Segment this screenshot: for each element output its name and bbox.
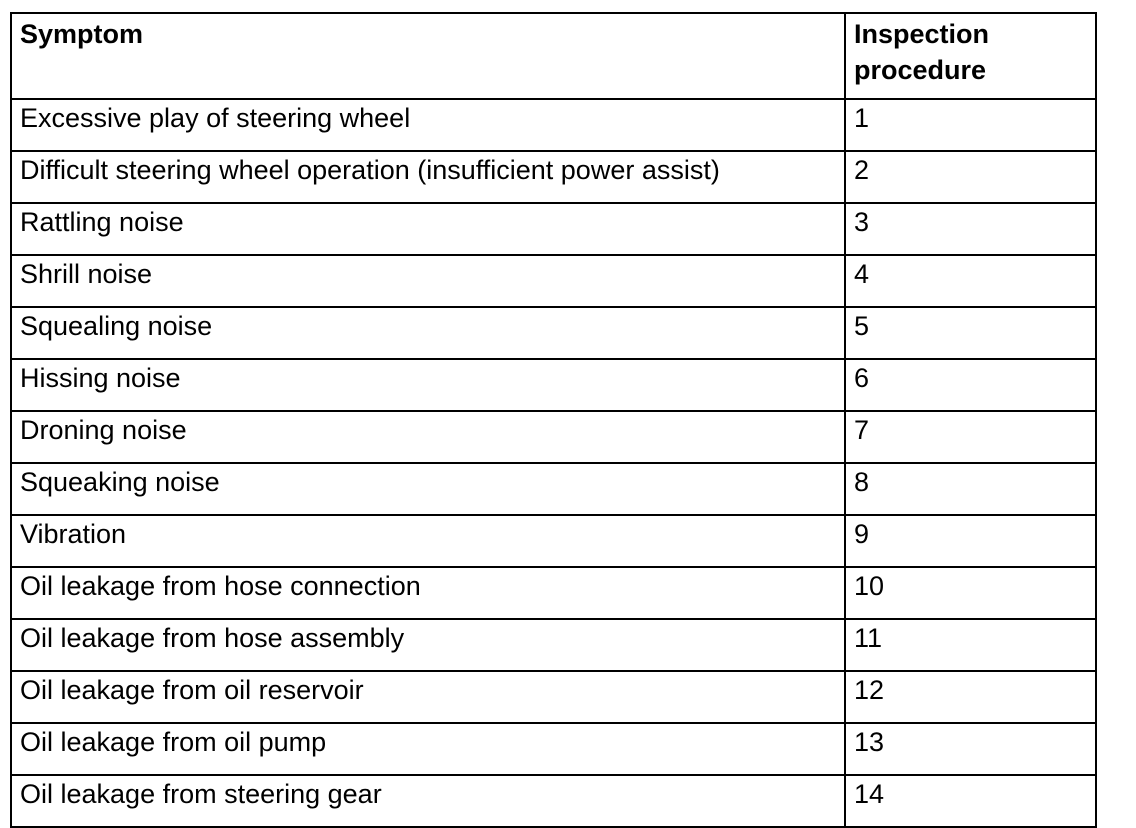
- procedure-cell: 10: [845, 567, 1096, 619]
- table-row: [11, 203, 1096, 255]
- table-row: [11, 463, 1096, 515]
- procedure-cell: 5: [845, 307, 1096, 359]
- symptom-cell: Oil leakage from steering gear: [11, 775, 845, 827]
- procedure-cell: 9: [845, 515, 1096, 567]
- symptom-cell: Droning noise: [11, 411, 845, 463]
- procedure-cell: 3: [845, 203, 1096, 255]
- symptom-cell: Difficult steering wheel operation (insufficient power assist): [11, 151, 845, 203]
- symptom-cell: Hissing noise: [11, 359, 845, 411]
- header-inspection-procedure: [845, 13, 1096, 99]
- symptom-cell: Oil leakage from oil reservoir: [11, 671, 845, 723]
- table-row: [11, 151, 1096, 203]
- procedure-cell: 14: [845, 775, 1096, 827]
- symptom-cell: Rattling noise: [11, 203, 845, 255]
- symptom-cell: Oil leakage from hose assembly: [11, 619, 845, 671]
- symptom-cell: Excessive play of steering wheel: [11, 99, 845, 151]
- table-row: [11, 99, 1096, 151]
- procedure-cell: 4: [845, 255, 1096, 307]
- symptom-cell: Vibration: [11, 515, 845, 567]
- table-row: [11, 411, 1096, 463]
- procedure-cell: 13: [845, 723, 1096, 775]
- symptom-cell: Squeaking noise: [11, 463, 845, 515]
- symptom-cell: Oil leakage from hose connection: [11, 567, 845, 619]
- header-procedure-line2: procedure: [854, 55, 987, 85]
- symptom-cell: Shrill noise: [11, 255, 845, 307]
- table-row: [11, 775, 1096, 827]
- header-symptom: Symptom: [11, 13, 845, 99]
- table-row: [11, 307, 1096, 359]
- procedure-cell: 7: [845, 411, 1096, 463]
- procedure-cell: 6: [845, 359, 1096, 411]
- procedure-cell: 12: [845, 671, 1096, 723]
- procedure-cell: 8: [845, 463, 1096, 515]
- table-row: [11, 619, 1096, 671]
- table-row: [11, 671, 1096, 723]
- table-row: [11, 567, 1096, 619]
- procedure-cell: 11: [845, 619, 1096, 671]
- symptom-cell: Oil leakage from oil pump: [11, 723, 845, 775]
- table-header-row: [11, 13, 1096, 99]
- table-row: [11, 359, 1096, 411]
- table-row: [11, 515, 1096, 567]
- procedure-cell: 2: [845, 151, 1096, 203]
- header-procedure-line1: Inspection: [854, 19, 990, 49]
- symptom-procedure-table: [10, 12, 1097, 828]
- table-row: [11, 723, 1096, 775]
- table-row: [11, 255, 1096, 307]
- symptom-cell: Squealing noise: [11, 307, 845, 359]
- procedure-cell: 1: [845, 99, 1096, 151]
